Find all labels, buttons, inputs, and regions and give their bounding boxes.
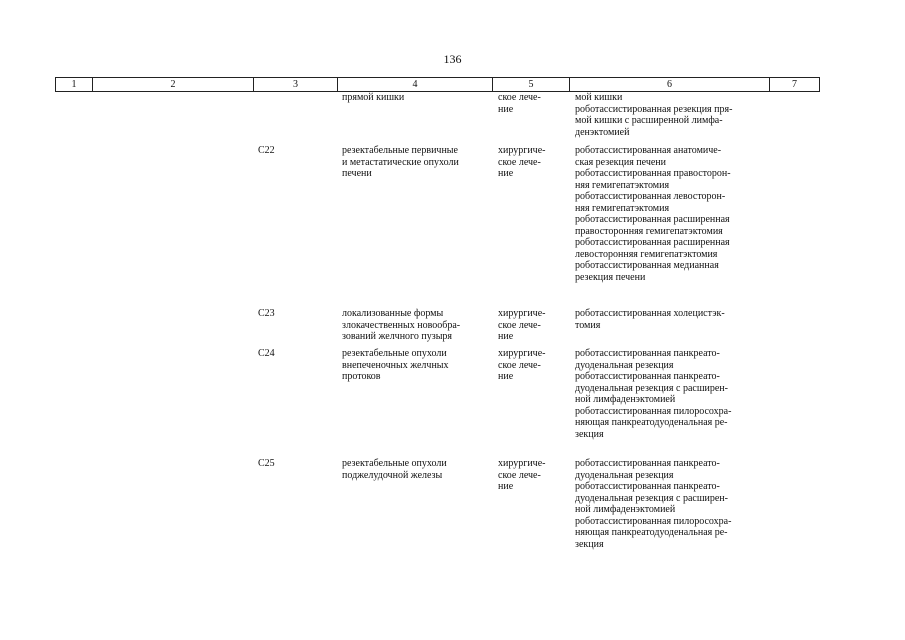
treatment-cell: хирургиче- ское лече- ние <box>498 145 546 179</box>
code-cell: C25 <box>258 458 275 469</box>
methods-cell: роботассистированная холецистэк- томия <box>575 308 725 331</box>
diagnosis-cell: резектабельные опухоли поджелудочной железы <box>342 458 447 481</box>
methods-cell: роботассистированная панкреато- дуоденальная резекция роботассистированная панкреато- дуоденальная резекция с расширен- ной лимфаденэктомией роботассистированная пилоросохра- няющая панкреатодуоденальная ре- зекция <box>575 458 732 550</box>
code-cell: C23 <box>258 308 275 319</box>
treatment-cell: ское лече- ние <box>498 92 541 115</box>
code-cell: C24 <box>258 348 275 359</box>
column-header-7: 7 <box>769 78 820 91</box>
column-header-5: 5 <box>492 78 569 91</box>
column-header-3: 3 <box>253 78 337 91</box>
page-number: 136 <box>443 52 462 66</box>
column-header-row <box>55 77 820 92</box>
diagnosis-cell: прямой кишки <box>342 92 405 103</box>
diagnosis-cell: резектабельные опухоли внепеченочных желчных протоков <box>342 348 449 382</box>
methods-cell: роботассистированная анатомиче- ская резекция печени роботассистированная правосторон- няя гемигепатэктомия роботассистированная левосторон- няя гемигепатэктомия роботассистированная расширенная правосторонняя гемигепатэктомия роботассистированная расширенная левосторонняя гемигепатэктомия роботассистированная медианная резекция печени <box>575 145 731 283</box>
methods-cell: мой кишки роботассистированная резекция пря- мой кишки с расширенной лимфа- денэктомией <box>575 92 733 138</box>
column-header-6: 6 <box>569 78 769 91</box>
treatment-cell: хирургиче- ское лече- ние <box>498 308 546 342</box>
column-header-2: 2 <box>92 78 253 91</box>
diagnosis-cell: локализованные формы злокачественных новообра- зований желчного пузыря <box>342 308 461 342</box>
methods-cell: роботассистированная панкреато- дуоденальная резекция роботассистированная панкреато- дуоденальная резекция с расширен- ной лимфаденэктомией роботассистированная пилоросохра- няющая панкреатодуоденальная ре- зекция <box>575 348 732 440</box>
code-cell: C22 <box>258 145 275 156</box>
column-header-1: 1 <box>55 78 92 91</box>
treatment-cell: хирургиче- ское лече- ние <box>498 348 546 382</box>
treatment-cell: хирургиче- ское лече- ние <box>498 458 546 492</box>
diagnosis-cell: резектабельные первичные и метастатические опухоли печени <box>342 145 459 179</box>
column-header-4: 4 <box>337 78 492 91</box>
